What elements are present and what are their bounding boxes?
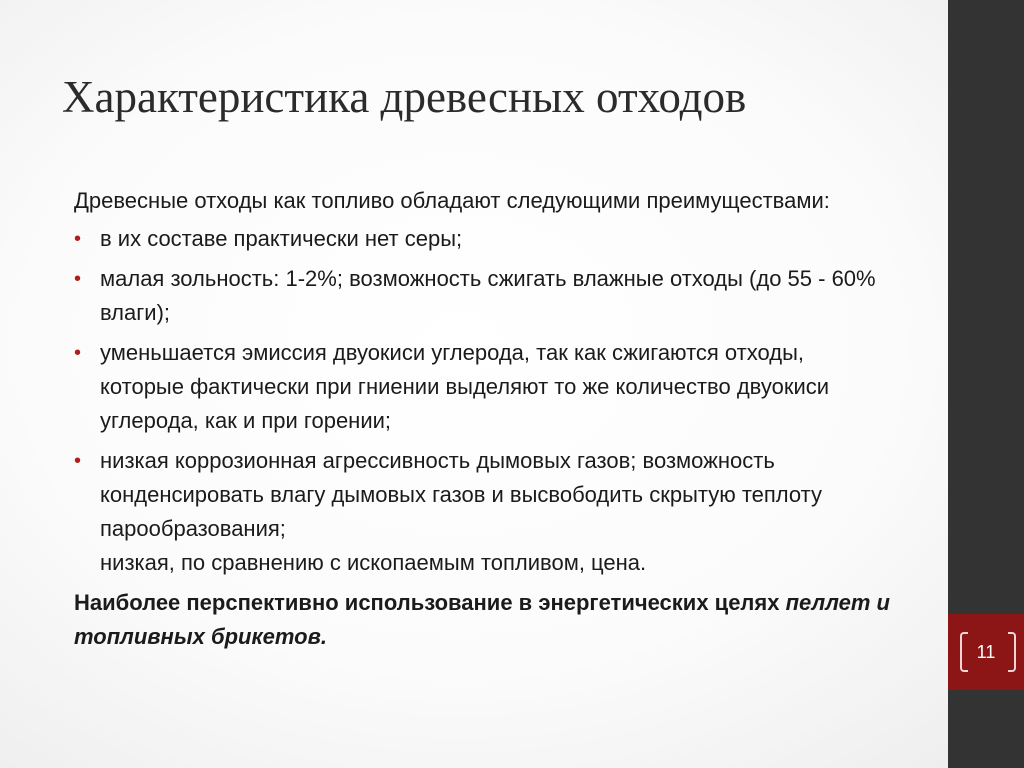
list-item-text: низкая коррозионная агрессивность дымовых газов; возможность конденсировать влагу дымовых газов и высвободить скрытую теплоту парообразования; (100, 448, 822, 541)
list-item-text: в их составе практически нет серы; (100, 226, 463, 251)
bullet-icon: • (74, 450, 82, 472)
page-number: 11 (976, 642, 996, 662)
list-item-text: уменьшается эмиссия двуокиси углерода, так как сжигаются отходы, которые фактически при гниении выделяют то же количество двуокиси углерода, как и при горении; (100, 340, 830, 433)
list-item-text-continuation: низкая, по сравнению с ископаемым топливом, цена. (100, 550, 647, 575)
conclusion-text (74, 586, 894, 654)
intro-text: Древесные отходы как топливо обладают следующими преимуществами: (74, 188, 830, 213)
conclusion-bold: Наиболее перспективно использование в энергетических целях (74, 590, 780, 615)
slide-title: Характеристика древесных отходов (62, 72, 747, 122)
slide-body (74, 184, 894, 654)
list-item (74, 222, 894, 256)
list-item (74, 444, 894, 580)
left-bracket-icon (960, 632, 968, 672)
list-item (74, 336, 894, 438)
page-number-badge (948, 614, 1024, 690)
bullet-icon: • (74, 228, 82, 250)
advantages-list (74, 222, 894, 580)
bullet-icon: • (74, 342, 82, 364)
list-item (74, 262, 894, 330)
conclusion-italic: пеллет и топливных брикетов. (74, 590, 890, 649)
list-item-text: малая зольность: 1-2%; возможность сжигать влажные отходы (до 55 - 60% влаги); (100, 266, 876, 325)
right-bracket-icon (1008, 632, 1016, 672)
bullet-icon: • (74, 268, 82, 290)
